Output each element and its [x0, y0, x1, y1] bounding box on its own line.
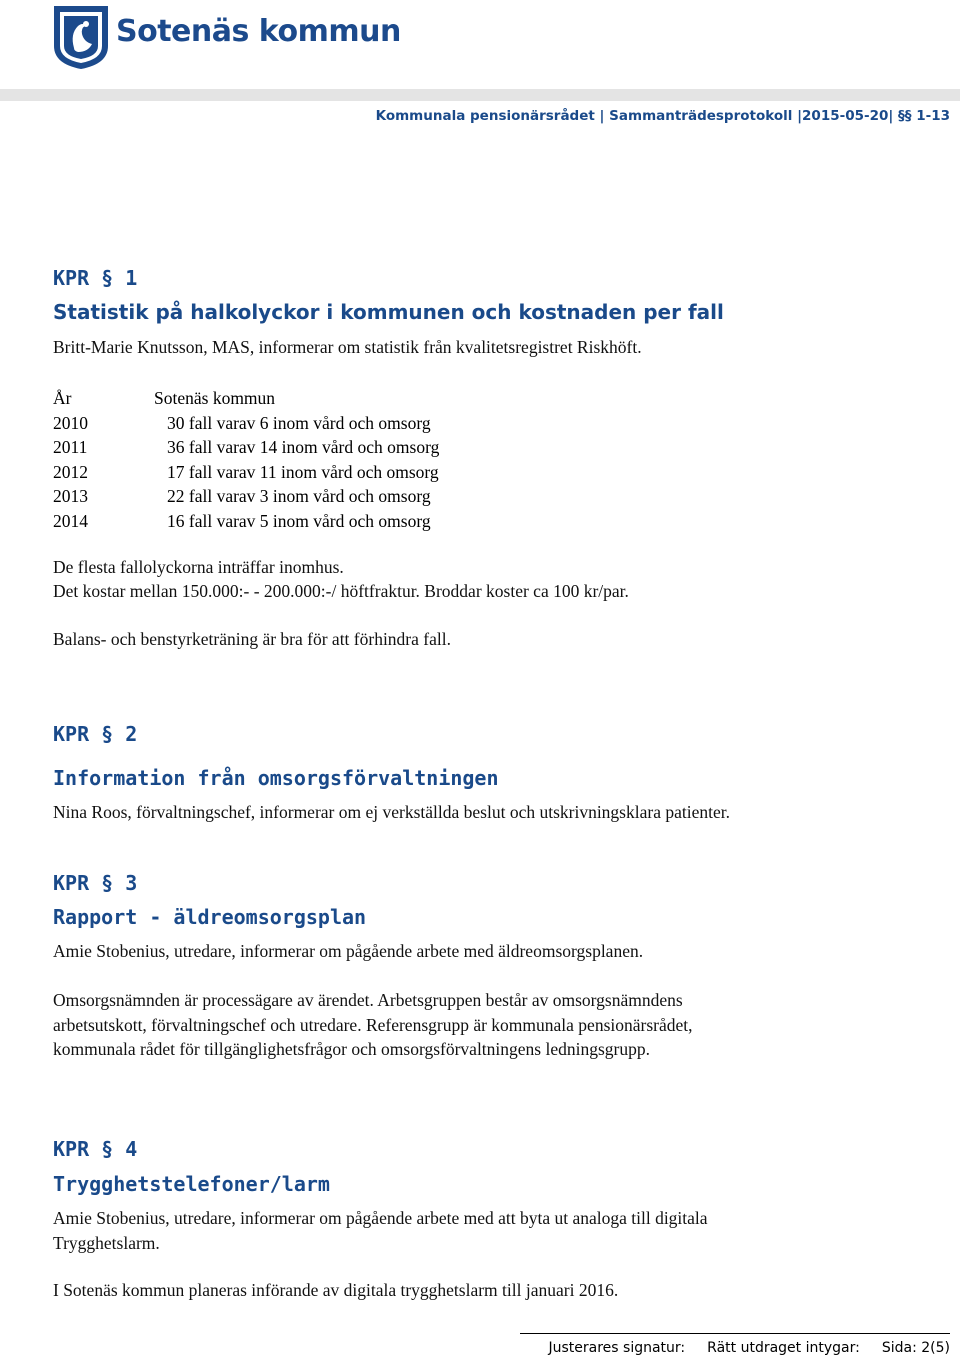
table-row: 2010 30 fall varav 6 inom vård och omsorg — [53, 412, 431, 433]
footer — [527, 1340, 951, 1356]
footer-signature: Justerares signatur: — [548, 1340, 686, 1356]
kpr-1-intro: Britt-Marie Knutsson, MAS, informerar om statistik från kvalitetsregistret Riskhöft. — [53, 337, 642, 357]
kpr-4-label: KPR § 4 — [53, 1137, 138, 1161]
header-rule — [0, 89, 960, 101]
sotenas-logo — [52, 4, 401, 70]
kpr-1-title: Statistik på halkolyckor i kommunen och kostnaden per fall — [53, 300, 724, 324]
kpr-3-paragraph-2-line-3: kommunala rådet för tillgänglighetsfrågor och omsorgsförvaltningens ledningsgrupp. — [53, 1039, 650, 1059]
kpr-3-paragraph-2-line-1: Omsorgsnämnden är processägare av ärendet. Arbetsgruppen består av omsorgsnämndens — [53, 990, 683, 1010]
document-header: Kommunala pensionärsrådet | Sammanträdesprotokoll |2015-05-20| §§ 1-13 — [375, 108, 950, 124]
kpr-2-label: KPR § 2 — [53, 722, 138, 746]
kpr-3-paragraph-2-line-2: arbetsutskott, förvaltningschef och utredare. Referensgrupp är kommunala pensionärsrådet, — [53, 1015, 693, 1035]
footer-certified: Rätt utdraget intygar: — [707, 1340, 860, 1356]
table-row: 2011 36 fall varav 14 inom vård och omsorg — [53, 437, 440, 458]
kpr-2-paragraph-1: Nina Roos, förvaltningschef, informerar om ej verkställda beslut och utskrivningsklara patienter. — [53, 802, 730, 822]
table-header-year: År — [53, 388, 72, 408]
kpr-4-paragraph-2: I Sotenäs kommun planeras införande av digitala trygghetslarm till januari 2016. — [53, 1280, 619, 1300]
kpr-1-paragraph-2: Det kostar mellan 150.000:- - 200.000:-/ höftfraktur. Broddar koster ca 100 kr/par. — [53, 581, 629, 601]
falls-table — [53, 386, 439, 534]
kpr-1-paragraph-1: De flesta fallolyckorna inträffar inomhus. — [53, 557, 344, 577]
kpr-4-title: Trygghetstelefoner/larm — [53, 1172, 330, 1196]
kpr-3-paragraph-1: Amie Stobenius, utredare, informerar om pågående arbete med äldreomsorgsplanen. — [53, 941, 644, 961]
kpr-4-paragraph-1-line-2: Trygghetslarm. — [53, 1233, 160, 1253]
kpr-3-label: KPR § 3 — [53, 871, 138, 895]
footer-page: Sida: 2(5) — [881, 1340, 950, 1356]
kpr-1-label: KPR § 1 — [53, 266, 138, 290]
logo-text: Sotenäs kommun — [116, 14, 401, 49]
shield-swan-icon — [52, 4, 112, 70]
kpr-3-title: Rapport - äldreomsorgsplan — [53, 905, 367, 929]
table-row: 2012 17 fall varav 11 inom vård och omsorg — [53, 461, 439, 482]
table-header-row — [53, 386, 439, 411]
kpr-4-paragraph-1-line-1: Amie Stobenius, utredare, informerar om pågående arbete med att byta ut analoga till digitala — [53, 1208, 708, 1228]
footer-rule — [520, 1333, 950, 1334]
kpr-1-paragraph-3: Balans- och benstyrketräning är bra för att förhindra fall. — [53, 629, 451, 649]
table-row: 2013 22 fall varav 3 inom vård och omsorg — [53, 486, 431, 507]
table-header-municipality: Sotenäs kommun — [154, 388, 276, 408]
kpr-2-title: Information från omsorgsförvaltningen — [53, 766, 499, 790]
table-row: 2014 16 fall varav 5 inom vård och omsorg — [53, 510, 431, 531]
